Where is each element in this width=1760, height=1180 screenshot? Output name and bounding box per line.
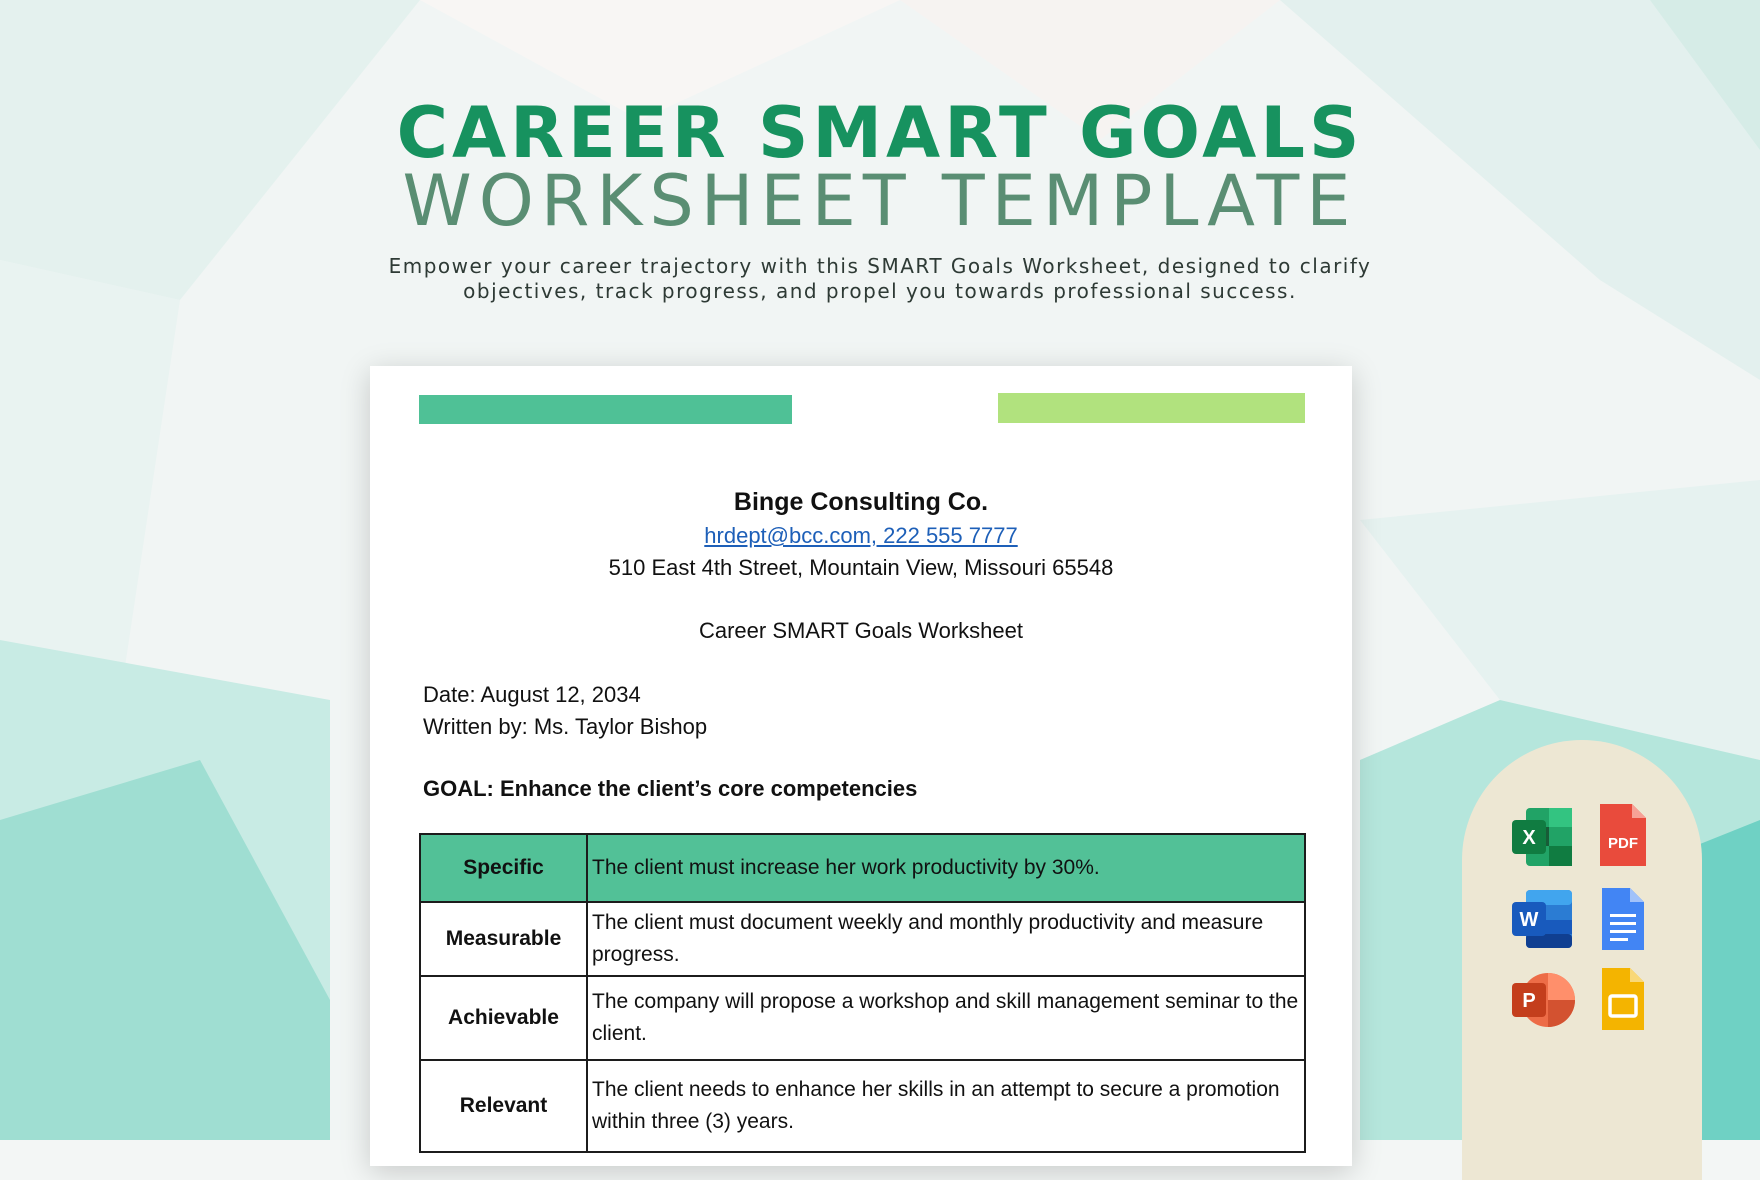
table-row	[420, 976, 1305, 1060]
header-accent-bar-lime	[998, 393, 1305, 423]
smart-label: Specific	[420, 834, 587, 902]
table-row	[420, 1060, 1305, 1152]
hero-title-line1: CAREER SMART GOALS	[396, 92, 1364, 174]
smart-goals-table	[419, 833, 1306, 1153]
company-address: 510 East 4th Street, Mountain View, Missouri 65548	[608, 555, 1114, 580]
google-slides-icon[interactable]	[1588, 966, 1654, 1032]
table-row	[420, 834, 1305, 902]
smart-description: The client must increase her work productivity by 30%.	[587, 834, 1305, 902]
header-accent-bar-teal	[419, 395, 792, 424]
google-docs-icon[interactable]	[1588, 886, 1654, 952]
hero-title-line2: WORKSHEET TEMPLATE	[402, 160, 1358, 242]
svg-text:X: X	[1522, 827, 1536, 849]
svg-text:W: W	[1519, 909, 1539, 931]
goal-statement: GOAL: Enhance the client’s core competencies	[423, 776, 918, 801]
contact-link[interactable]: hrdept@bcc.com, 222 555 7777	[704, 523, 1018, 548]
smart-label: Relevant	[420, 1060, 587, 1152]
company-name: Binge Consulting Co.	[733, 488, 989, 516]
smart-description: The client must document weekly and monthly productivity and measure progress.	[587, 902, 1305, 976]
document-date: Date: August 12, 2034	[423, 682, 641, 707]
table-row	[420, 902, 1305, 976]
hero-description: Empower your career trajectory with this SMART Goals Worksheet, designed to clarify objectives, track progress, and propel you towards professional success.	[388, 254, 1372, 303]
document-title: Career SMART Goals Worksheet	[698, 618, 1023, 643]
worksheet-preview	[370, 366, 1352, 1166]
svg-text:PDF: PDF	[1608, 835, 1638, 852]
file-formats-panel	[1462, 740, 1702, 1180]
word-icon[interactable]	[1510, 886, 1576, 952]
smart-description: The company will propose a workshop and skill management seminar to the client.	[587, 976, 1305, 1060]
document-author: Written by: Ms. Taylor Bishop	[423, 714, 708, 739]
excel-icon[interactable]	[1510, 804, 1576, 870]
pdf-icon[interactable]	[1588, 802, 1654, 868]
smart-description: The client needs to enhance her skills in an attempt to secure a promotion within three (3) years.	[587, 1060, 1305, 1152]
powerpoint-icon[interactable]	[1510, 966, 1576, 1032]
smart-label: Achievable	[420, 976, 587, 1060]
smart-label: Measurable	[420, 902, 587, 976]
svg-text:P: P	[1522, 990, 1536, 1012]
